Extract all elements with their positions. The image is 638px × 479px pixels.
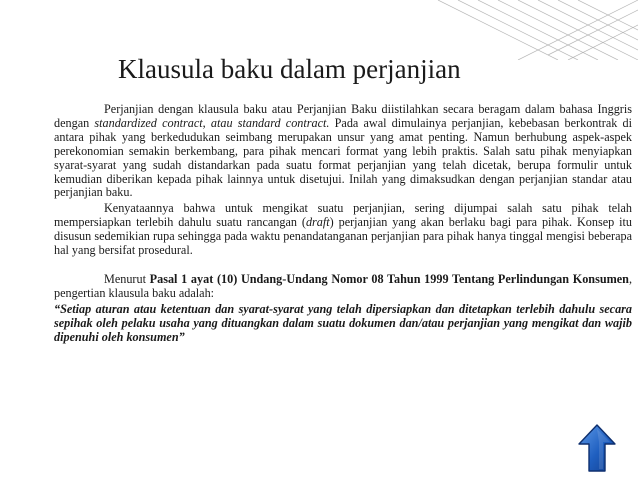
- paragraph-text: Menurut: [104, 271, 150, 286]
- paragraph-text: ) perjanjian yang akan berlaku bagi para pihak. Konsep itu disusun sedemikian rupa sehingga pada waktu penandatanganan perjanjian para pihak hanya tinggal mengisi beberapa hal yang bersifat prosedural.: [54, 215, 632, 258]
- law-citation: Pasal 1 ayat (10) Undang-Undang Nomor 08 Tahun 1999 Tentang Perlindungan Konsumen: [149, 271, 629, 286]
- paragraph-text: , pengertian klausula baku adalah:: [54, 271, 632, 300]
- decorative-diagonal-lines: [338, 0, 638, 60]
- slide-title: Klausula baku dalam perjanjian: [118, 54, 461, 84]
- paragraph-law-reference: [54, 273, 632, 301]
- paragraph-text: Pada awal dimulainya perjanjian, kebebasan berkontrak di antara pihak yang berkedudukan seimbang merupakan unsur yang amat penting. Namun berhubung aspek-aspek perekonomian semakin berkembang, para pihak mencari format yang lebih praktis. Salah satu pihak menyiapkan syarat-syarat yang sudah distandarkan pada suatu format perjanjian yang telah dicetak, berupa formulir untuk kemudian diberikan kepada pihak lainnya untuk disetujui. Inilah yang dimaksudkan dengan perjanjian standar atau perjanjian baku.: [54, 115, 632, 200]
- paragraph-text: Perjanjian dengan klausula baku atau Perjanjian Baku diistilahkan secara beragam dalam bahasa Inggris dengan: [54, 102, 632, 130]
- paragraph-reality: [54, 202, 632, 258]
- paragraph-text: Kenyataannya bahwa untuk mengikat suatu perjanjian, sering dijumpai salah satu pihak telah mempersiapkan terlebih dahulu suatu rancangan (: [54, 201, 632, 230]
- legal-definition-quote: “Setiap aturan atau ketentuan dan syarat-syarat yang telah dipersiapkan dan ditetapkan terlebih dahulu secara sepihak oleh pelaku usaha yang dituangkan dalam suatu dokumen dan/atau perjanjian yang mengikat dan wajib dipenuhi oleh konsumen”: [54, 301, 632, 344]
- italic-term: standardized contract, atau standard contract.: [94, 115, 330, 130]
- arrow-up-icon[interactable]: [578, 424, 616, 472]
- italic-term: draft: [305, 215, 330, 230]
- paragraph-definition: [54, 103, 632, 200]
- slide-body: [54, 103, 632, 345]
